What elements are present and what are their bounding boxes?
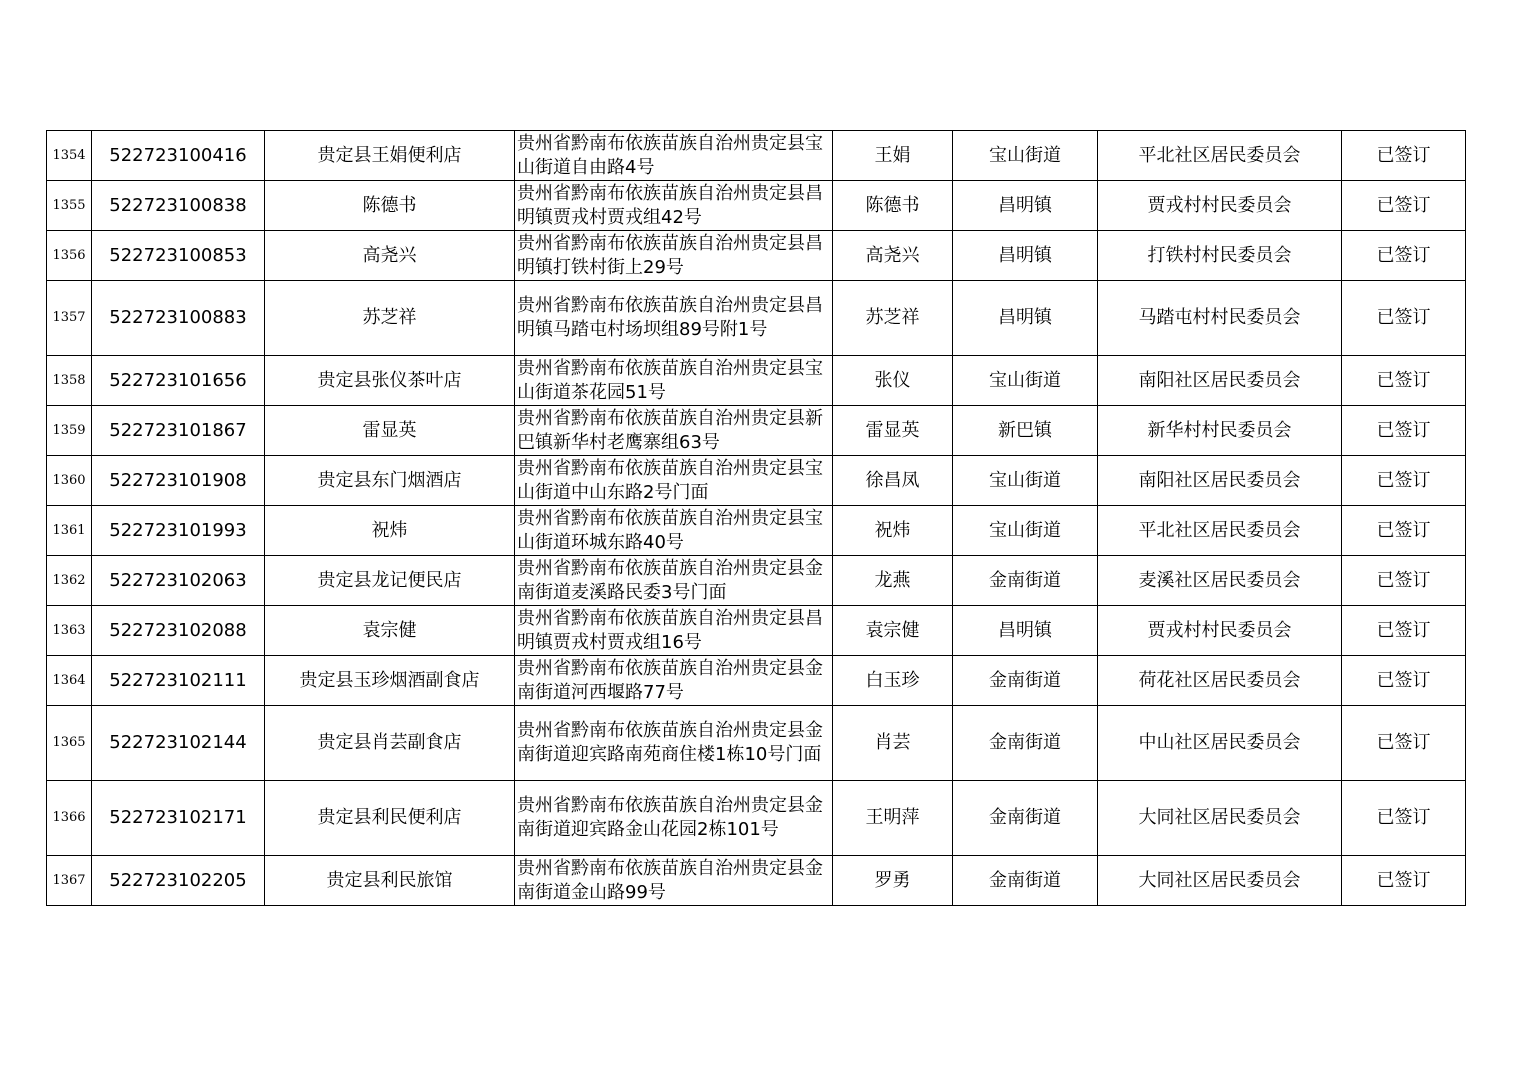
person-cell: 罗勇 — [833, 856, 953, 906]
person-cell: 袁宗健 — [833, 606, 953, 656]
name-cell: 贵定县张仪茶叶店 — [265, 356, 515, 406]
code-cell: 522723101867 — [92, 406, 265, 456]
code-cell: 522723101993 — [92, 506, 265, 556]
status-cell: 已签订 — [1342, 656, 1466, 706]
status-cell: 已签订 — [1342, 606, 1466, 656]
name-cell: 袁宗健 — [265, 606, 515, 656]
name-cell: 高尧兴 — [265, 231, 515, 281]
status-cell: 已签订 — [1342, 456, 1466, 506]
address-cell: 贵州省黔南布依族苗族自治州贵定县宝山街道自由路4号 — [515, 131, 833, 181]
person-cell: 肖芸 — [833, 706, 953, 781]
seq-cell: 1364 — [47, 656, 92, 706]
status-cell: 已签订 — [1342, 181, 1466, 231]
name-cell: 贵定县龙记便民店 — [265, 556, 515, 606]
person-cell: 白玉珍 — [833, 656, 953, 706]
committee-cell: 贾戎村村民委员会 — [1098, 606, 1342, 656]
code-cell: 522723102144 — [92, 706, 265, 781]
status-cell: 已签订 — [1342, 356, 1466, 406]
address-cell: 贵州省黔南布依族苗族自治州贵定县宝山街道中山东路2号门面 — [515, 456, 833, 506]
street-cell: 金南街道 — [953, 856, 1098, 906]
street-cell: 宝山街道 — [953, 456, 1098, 506]
person-cell: 陈德书 — [833, 181, 953, 231]
address-cell: 贵州省黔南布依族苗族自治州贵定县金南街道河西堰路77号 — [515, 656, 833, 706]
name-cell: 贵定县玉珍烟酒副食店 — [265, 656, 515, 706]
address-cell: 贵州省黔南布依族苗族自治州贵定县宝山街道环城东路40号 — [515, 506, 833, 556]
code-cell: 522723102063 — [92, 556, 265, 606]
committee-cell: 新华村村民委员会 — [1098, 406, 1342, 456]
table-row — [47, 456, 1466, 506]
name-cell: 苏芝祥 — [265, 281, 515, 356]
committee-cell: 南阳社区居民委员会 — [1098, 456, 1342, 506]
address-cell: 贵州省黔南布依族苗族自治州贵定县金南街道迎宾路金山花园2栋101号 — [515, 781, 833, 856]
committee-cell: 打铁村村民委员会 — [1098, 231, 1342, 281]
name-cell: 贵定县肖芸副食店 — [265, 706, 515, 781]
committee-cell: 麦溪社区居民委员会 — [1098, 556, 1342, 606]
seq-cell: 1358 — [47, 356, 92, 406]
status-cell: 已签订 — [1342, 856, 1466, 906]
table-row — [47, 356, 1466, 406]
name-cell: 贵定县王娟便利店 — [265, 131, 515, 181]
name-cell: 雷显英 — [265, 406, 515, 456]
table-row — [47, 406, 1466, 456]
status-cell: 已签订 — [1342, 781, 1466, 856]
table-row — [47, 281, 1466, 356]
code-cell: 522723100416 — [92, 131, 265, 181]
seq-cell: 1367 — [47, 856, 92, 906]
table-row — [47, 781, 1466, 856]
table-row — [47, 856, 1466, 906]
street-cell: 新巴镇 — [953, 406, 1098, 456]
person-cell: 龙燕 — [833, 556, 953, 606]
status-cell: 已签订 — [1342, 406, 1466, 456]
table-row — [47, 606, 1466, 656]
address-cell: 贵州省黔南布依族苗族自治州贵定县昌明镇贾戎村贾戎组42号 — [515, 181, 833, 231]
name-cell: 陈德书 — [265, 181, 515, 231]
person-cell: 徐昌凤 — [833, 456, 953, 506]
status-cell: 已签订 — [1342, 231, 1466, 281]
person-cell: 苏芝祥 — [833, 281, 953, 356]
code-cell: 522723102205 — [92, 856, 265, 906]
address-cell: 贵州省黔南布依族苗族自治州贵定县昌明镇马踏屯村场坝组89号附1号 — [515, 281, 833, 356]
street-cell: 昌明镇 — [953, 281, 1098, 356]
table-row — [47, 656, 1466, 706]
seq-cell: 1361 — [47, 506, 92, 556]
address-cell: 贵州省黔南布依族苗族自治州贵定县新巴镇新华村老鹰寨组63号 — [515, 406, 833, 456]
person-cell: 雷显英 — [833, 406, 953, 456]
street-cell: 金南街道 — [953, 781, 1098, 856]
street-cell: 昌明镇 — [953, 181, 1098, 231]
status-cell: 已签订 — [1342, 706, 1466, 781]
street-cell: 金南街道 — [953, 706, 1098, 781]
address-cell: 贵州省黔南布依族苗族自治州贵定县金南街道迎宾路南苑商住楼1栋10号门面 — [515, 706, 833, 781]
table-row — [47, 131, 1466, 181]
status-cell: 已签订 — [1342, 556, 1466, 606]
seq-cell: 1362 — [47, 556, 92, 606]
name-cell: 贵定县利民便利店 — [265, 781, 515, 856]
person-cell: 祝炜 — [833, 506, 953, 556]
code-cell: 522723100838 — [92, 181, 265, 231]
street-cell: 宝山街道 — [953, 356, 1098, 406]
person-cell: 王娟 — [833, 131, 953, 181]
committee-cell: 荷花社区居民委员会 — [1098, 656, 1342, 706]
status-cell: 已签订 — [1342, 506, 1466, 556]
address-cell: 贵州省黔南布依族苗族自治州贵定县金南街道麦溪路民委3号门面 — [515, 556, 833, 606]
table-row — [47, 506, 1466, 556]
records-table — [46, 130, 1466, 906]
code-cell: 522723100853 — [92, 231, 265, 281]
table-row — [47, 556, 1466, 606]
seq-cell: 1366 — [47, 781, 92, 856]
seq-cell: 1357 — [47, 281, 92, 356]
seq-cell: 1360 — [47, 456, 92, 506]
address-cell: 贵州省黔南布依族苗族自治州贵定县宝山街道茶花园51号 — [515, 356, 833, 406]
status-cell: 已签订 — [1342, 131, 1466, 181]
person-cell: 张仪 — [833, 356, 953, 406]
committee-cell: 大同社区居民委员会 — [1098, 856, 1342, 906]
seq-cell: 1354 — [47, 131, 92, 181]
committee-cell: 南阳社区居民委员会 — [1098, 356, 1342, 406]
street-cell: 宝山街道 — [953, 131, 1098, 181]
code-cell: 522723102088 — [92, 606, 265, 656]
person-cell: 王明萍 — [833, 781, 953, 856]
address-cell: 贵州省黔南布依族苗族自治州贵定县金南街道金山路99号 — [515, 856, 833, 906]
name-cell: 祝炜 — [265, 506, 515, 556]
code-cell: 522723102171 — [92, 781, 265, 856]
table-row — [47, 231, 1466, 281]
code-cell: 522723102111 — [92, 656, 265, 706]
committee-cell: 大同社区居民委员会 — [1098, 781, 1342, 856]
committee-cell: 马踏屯村村民委员会 — [1098, 281, 1342, 356]
street-cell: 宝山街道 — [953, 506, 1098, 556]
seq-cell: 1356 — [47, 231, 92, 281]
seq-cell: 1365 — [47, 706, 92, 781]
committee-cell: 平北社区居民委员会 — [1098, 131, 1342, 181]
committee-cell: 平北社区居民委员会 — [1098, 506, 1342, 556]
name-cell: 贵定县利民旅馆 — [265, 856, 515, 906]
seq-cell: 1363 — [47, 606, 92, 656]
committee-cell: 中山社区居民委员会 — [1098, 706, 1342, 781]
table-body — [47, 131, 1466, 906]
committee-cell: 贾戎村村民委员会 — [1098, 181, 1342, 231]
street-cell: 金南街道 — [953, 656, 1098, 706]
street-cell: 昌明镇 — [953, 606, 1098, 656]
seq-cell: 1355 — [47, 181, 92, 231]
code-cell: 522723101656 — [92, 356, 265, 406]
address-cell: 贵州省黔南布依族苗族自治州贵定县昌明镇贾戎村贾戎组16号 — [515, 606, 833, 656]
street-cell: 金南街道 — [953, 556, 1098, 606]
code-cell: 522723100883 — [92, 281, 265, 356]
name-cell: 贵定县东门烟酒店 — [265, 456, 515, 506]
code-cell: 522723101908 — [92, 456, 265, 506]
status-cell: 已签订 — [1342, 281, 1466, 356]
street-cell: 昌明镇 — [953, 231, 1098, 281]
table-row — [47, 706, 1466, 781]
person-cell: 高尧兴 — [833, 231, 953, 281]
address-cell: 贵州省黔南布依族苗族自治州贵定县昌明镇打铁村街上29号 — [515, 231, 833, 281]
table-row — [47, 181, 1466, 231]
seq-cell: 1359 — [47, 406, 92, 456]
